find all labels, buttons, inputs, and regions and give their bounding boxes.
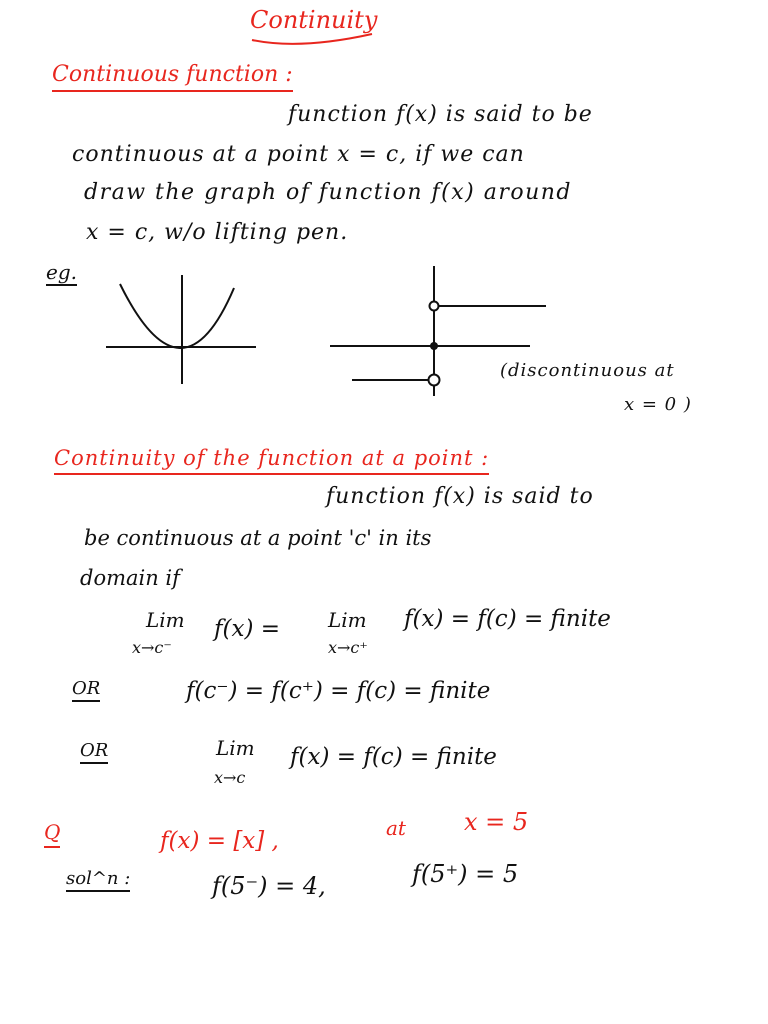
or-label-2: OR — [80, 742, 108, 764]
solution-right-limit: f(5⁺) = 5 — [412, 860, 519, 888]
question-function: f(x) = [x] , — [160, 828, 279, 854]
right-limit-word: Lim — [328, 608, 367, 632]
left-limit-word: Lim — [146, 608, 185, 632]
definition-line-1: function f(x) is said to be — [288, 102, 593, 127]
or-label-1: OR — [72, 680, 100, 702]
point-definition-line-1: function f(x) is said to — [326, 484, 594, 509]
limit-subscript-3: x→c — [214, 768, 246, 787]
point-definition-line-2: be continuous at a point 'c' in its — [84, 526, 432, 550]
solution-label: sol^n : — [66, 870, 130, 892]
equation-2: f(c⁻) = f(c⁺) = f(c) = finite — [186, 678, 491, 704]
equation-1-left: f(x) = — [214, 616, 281, 642]
continuous-function-heading: Continuous function : — [52, 64, 293, 92]
question-at-word: at — [386, 816, 406, 840]
definition-line-3: draw the graph of function f(x) around — [84, 180, 572, 205]
limit-word-3: Lim — [216, 736, 255, 760]
page-title: Continuity — [250, 6, 378, 34]
question-label: Q — [44, 822, 60, 848]
right-limit-subscript: x→c⁺ — [328, 638, 368, 657]
definition-line-2: continuous at a point x = c, if we can — [72, 142, 525, 167]
equation-1-right: f(x) = f(c) = finite — [404, 606, 611, 632]
point-definition-line-3: domain if — [80, 566, 180, 590]
discontinuous-note-line-1: (discontinuous at — [500, 360, 675, 381]
left-limit-subscript: x→c⁻ — [132, 638, 172, 657]
question-point: x = 5 — [464, 808, 529, 836]
solution-left-limit: f(5⁻) = 4, — [212, 872, 326, 900]
definition-line-4: x = c, w/o lifting pen. — [86, 220, 349, 245]
equation-3: f(x) = f(c) = finite — [290, 744, 497, 770]
discontinuous-note-line-2: x = 0 ) — [624, 394, 692, 415]
example-label: eg. — [46, 260, 77, 284]
continuity-at-point-heading: Continuity of the function at a point : — [54, 448, 489, 475]
